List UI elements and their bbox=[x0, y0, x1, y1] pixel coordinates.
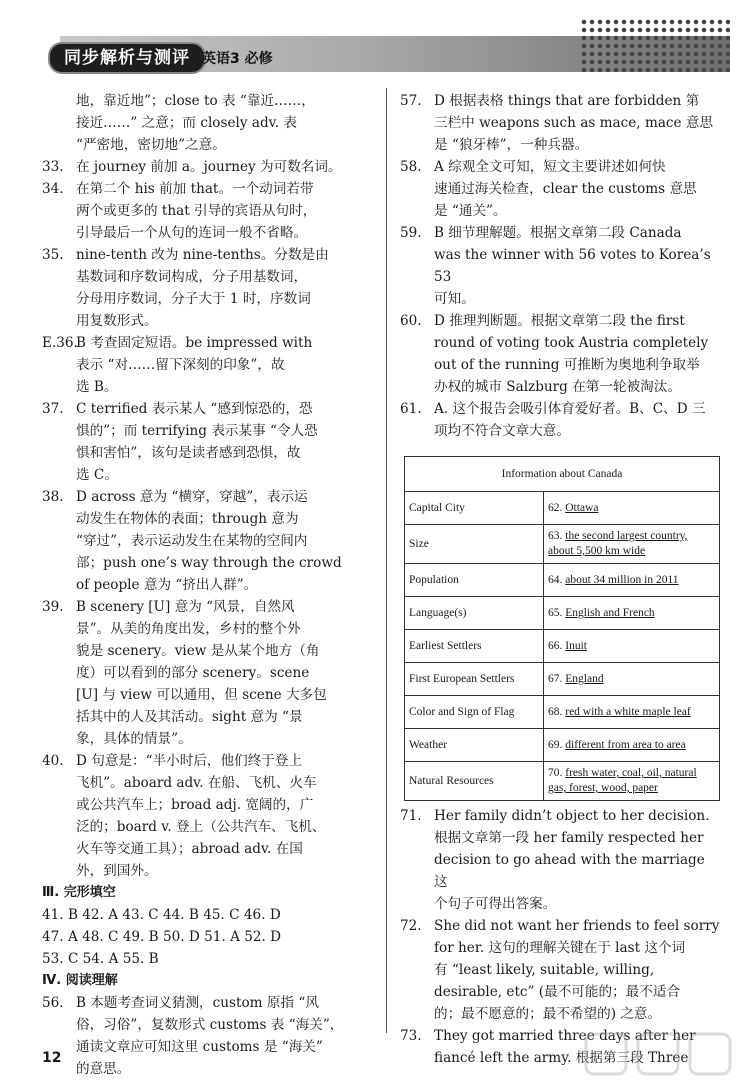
table-row bbox=[405, 696, 720, 729]
item-line: 两个或更多的 that 引导的宾语从句时， bbox=[76, 203, 317, 219]
item-number: 58. bbox=[400, 159, 422, 175]
answer-item bbox=[42, 486, 367, 596]
item-line: was the winner with 56 votes to Korea’s 53 bbox=[434, 247, 711, 285]
item-number: 40. bbox=[42, 753, 64, 769]
table-key-cell: Earliest Settlers bbox=[405, 630, 544, 663]
item-line: 貌是 scenery。view 是从某个地方（角 bbox=[76, 643, 320, 659]
table-key-cell: Language(s) bbox=[405, 597, 544, 630]
table-value-cell: 63. the second largest country, about 5,500 km wide bbox=[544, 525, 720, 564]
watermark-logo-icon bbox=[584, 1030, 734, 1078]
item-number: 56. bbox=[42, 995, 64, 1011]
item-line: for her. 这句的理解关键在于 last 这个词 bbox=[434, 940, 686, 956]
item-line: 基数词和序数词构成，分子用基数词， bbox=[76, 269, 308, 285]
table-key-cell: First European Settlers bbox=[405, 663, 544, 696]
answer-item bbox=[42, 750, 367, 882]
item-line: “穿过”，表示运动发生在某物的空间内 bbox=[76, 533, 308, 549]
item-line: 部；push one’s way through the crowd bbox=[76, 555, 342, 571]
item-line: C terrified 表示某人 “感到惊恐的，恐 bbox=[76, 401, 313, 417]
right-column-top bbox=[400, 90, 720, 442]
item-number: 39. bbox=[42, 599, 64, 615]
item-line: 动发生在物体的表面；through 意为 bbox=[76, 511, 299, 527]
item-line: 分母用序数词，分子大于 1 时，序数词 bbox=[76, 291, 311, 307]
table-row bbox=[405, 564, 720, 597]
answer-item bbox=[400, 156, 720, 222]
table-value-cell: 69. different from area to area bbox=[544, 729, 720, 762]
item-line: 选 B。 bbox=[76, 379, 118, 395]
item-number: 37. bbox=[42, 401, 64, 417]
table-key-cell: Size bbox=[405, 525, 544, 564]
item-line: 泛的；board v. 登上（公共汽车、飞机、 bbox=[76, 819, 326, 835]
table-value-cell: 65. English and French bbox=[544, 597, 720, 630]
book-subtitle: 英语3 必修 bbox=[202, 51, 273, 67]
answer-item bbox=[400, 398, 720, 442]
item-line: A. 这个报告会吸引体育爱好者。B、C、D 三 bbox=[434, 401, 706, 417]
column-divider bbox=[386, 88, 387, 1033]
table-key-cell: Population bbox=[405, 564, 544, 597]
item-line: fiancé left the army. 根据第三段 Three bbox=[434, 1050, 689, 1066]
item-line: 在 journey 前加 a。journey 为可数名词。 bbox=[76, 159, 342, 175]
item-line: nine-tenth 改为 nine-tenths。分数是由 bbox=[76, 247, 329, 263]
answer-item bbox=[42, 332, 367, 398]
table-value-cell: 68. red with a white maple leaf bbox=[544, 696, 720, 729]
item-line: 办权的城市 Salzburg 在第一轮被淘汰。 bbox=[434, 379, 681, 395]
table-row bbox=[405, 663, 720, 696]
table-row bbox=[405, 597, 720, 630]
section-heading: Ⅲ. 完形填空 bbox=[42, 885, 116, 900]
table-key-cell: Color and Sign of Flag bbox=[405, 696, 544, 729]
item-line: D 根据表格 things that are forbidden 第 bbox=[434, 93, 700, 109]
item-number: 61. bbox=[400, 401, 422, 417]
table-row bbox=[405, 729, 720, 762]
item-line: 引导最后一个从句的连词一般不省略。 bbox=[76, 225, 308, 241]
item-line: 接近……” 之意；而 closely adv. 表 bbox=[76, 115, 297, 131]
item-number: 72. bbox=[400, 918, 422, 934]
page-number: 12 bbox=[42, 1050, 62, 1066]
item-line: of people 意为 “挤出人群”。 bbox=[76, 577, 258, 593]
continued-text bbox=[42, 90, 367, 156]
item-line: 象，具体的情景”。 bbox=[76, 731, 192, 747]
item-line: 度）可以看到的部分 scenery。scene bbox=[76, 665, 310, 681]
table-value-cell: 70. fresh water, coal, oil, natural gas, forest, wood, paper bbox=[544, 762, 720, 801]
item-line: 在第二个 his 前加 that。一个动词若带 bbox=[76, 181, 314, 197]
item-line: 景”。从美的角度出发，乡村的整个外 bbox=[76, 621, 301, 637]
item-number: 59. bbox=[400, 225, 422, 241]
table-row bbox=[405, 492, 720, 525]
item-line: [U] 与 view 可以通用，但 scene 大多包 bbox=[76, 687, 327, 703]
item-line: 通读文章应可知这里 customs 是 “海关” bbox=[76, 1039, 323, 1055]
item-line: 可知。 bbox=[434, 291, 475, 307]
item-line: decision to go ahead with the marriage 这 bbox=[434, 852, 705, 890]
table-row bbox=[405, 630, 720, 663]
item-line: D 推理判断题。根据文章第二段 the first bbox=[434, 313, 685, 329]
item-line: D across 意为 “横穿，穿越”，表示运 bbox=[76, 489, 308, 505]
item-line: 项均不符合文章大意。 bbox=[434, 423, 570, 439]
answer-item bbox=[42, 156, 367, 178]
page-header bbox=[40, 18, 730, 76]
item-line: 是 “狼牙棒”，一种兵器。 bbox=[434, 137, 589, 153]
table-value-cell: 64. about 34 million in 2011 bbox=[544, 564, 720, 597]
item-number: 34. bbox=[42, 181, 64, 197]
item-line: “严密地，密切地”之意。 bbox=[76, 137, 226, 153]
right-column bbox=[400, 90, 720, 1069]
book-title-badge: 同步解析与测评 bbox=[48, 42, 206, 74]
item-line: out of the running 可推断为奥地利争取举 bbox=[434, 357, 700, 373]
item-number: 73. bbox=[400, 1028, 422, 1044]
table-row bbox=[405, 762, 720, 801]
answer-row: 41. B 42. A 43. C 44. B 45. C 46. D bbox=[42, 907, 281, 923]
item-line: 火车等交通工具）；abroad adv. 在国 bbox=[76, 841, 303, 857]
item-line: 个句子可得出答案。 bbox=[434, 896, 557, 912]
canada-info-table bbox=[404, 456, 720, 801]
table-value-cell: 62. Ottawa bbox=[544, 492, 720, 525]
item-number: 33. bbox=[42, 159, 64, 175]
item-line: 的；最不愿意的；最不希望的) 之意。 bbox=[434, 1006, 662, 1022]
item-line: 选 C。 bbox=[76, 467, 118, 483]
answer-item bbox=[400, 90, 720, 156]
table-key-cell: Capital City bbox=[405, 492, 544, 525]
item-line: 用复数形式。 bbox=[76, 313, 158, 329]
answer-row: 47. A 48. C 49. B 50. D 51. A 52. D bbox=[42, 929, 282, 945]
item-line: round of voting took Austria completely bbox=[434, 335, 709, 351]
item-line: They got married three days after her bbox=[434, 1028, 696, 1044]
table-key-cell: Weather bbox=[405, 729, 544, 762]
item-number: 71. bbox=[400, 808, 422, 824]
item-line: 括其中的人及其活动。sight 意为 “景 bbox=[76, 709, 303, 725]
answer-item bbox=[400, 915, 720, 1025]
item-line: 地，靠近地”；close to 表 “靠近……， bbox=[76, 93, 315, 109]
answer-item bbox=[42, 244, 367, 332]
section-heading: Ⅳ. 阅读理解 bbox=[42, 973, 118, 988]
item-line: desirable, etc” (最不可能的；最不适合 bbox=[434, 984, 681, 1000]
item-line: A 综观全文可知，短文主要讲述如何快 bbox=[434, 159, 666, 175]
item-line: Her family didn’t object to her decision. bbox=[434, 808, 710, 824]
left-column bbox=[42, 90, 367, 1080]
item-number: 57. bbox=[400, 93, 422, 109]
item-number: E.36. bbox=[42, 335, 78, 351]
answer-row: 53. C 54. A 55. B bbox=[42, 951, 159, 967]
answer-item bbox=[42, 596, 367, 750]
answer-item bbox=[400, 805, 720, 915]
header-dot-pattern bbox=[580, 18, 730, 72]
item-line: 的意思。 bbox=[76, 1061, 131, 1077]
answer-item bbox=[42, 398, 367, 486]
table-row bbox=[405, 525, 720, 564]
answer-item bbox=[42, 178, 367, 244]
item-number: 35. bbox=[42, 247, 64, 263]
item-line: 有 “least likely, suitable, willing, bbox=[434, 962, 655, 978]
item-line: 外，到国外。 bbox=[76, 863, 158, 879]
answer-item bbox=[42, 992, 367, 1080]
item-line: B 考查固定短语。be impressed with bbox=[76, 335, 313, 351]
answer-item bbox=[400, 222, 720, 310]
item-line: She did not want her friends to feel sorry bbox=[434, 918, 720, 934]
table-title: Information about Canada bbox=[405, 457, 720, 492]
item-number: 38. bbox=[42, 489, 64, 505]
table-value-cell: 66. Inuit bbox=[544, 630, 720, 663]
item-line: 根据文章第一段 her family respected her bbox=[434, 830, 704, 846]
item-line: 表示 “对……留下深刻的印象”，故 bbox=[76, 357, 285, 373]
table-value-cell: 67. England bbox=[544, 663, 720, 696]
item-line: B scenery [U] 意为 “风景，自然风 bbox=[76, 599, 295, 615]
item-number: 60. bbox=[400, 313, 422, 329]
item-line: 三栏中 weapons such as mace, mace 意思 bbox=[434, 115, 714, 131]
item-line: 是 “通关”。 bbox=[434, 203, 507, 219]
item-line: B 细节理解题。根据文章第二段 Canada bbox=[434, 225, 682, 241]
item-line: 速通过海关检查，clear the customs 意思 bbox=[434, 181, 697, 197]
item-line: D 句意是：“半小时后，他们终于登上 bbox=[76, 753, 303, 769]
item-line: 或公共汽车上；broad adj. 宽阔的，广 bbox=[76, 797, 314, 813]
item-line: 惧和害怕”，该句是读者感到恐惧，故 bbox=[76, 445, 301, 461]
item-line: B 本题考查词义猜测，custom 原指 “风 bbox=[76, 995, 319, 1011]
answer-item bbox=[400, 310, 720, 398]
item-line: 飞机”。aboard adv. 在船、飞机、火车 bbox=[76, 775, 317, 791]
item-line: 俗，习俗”，复数形式 customs 表 “海关”， bbox=[76, 1017, 344, 1033]
table-key-cell: Natural Resources bbox=[405, 762, 544, 801]
item-line: 惧的”；而 terrifying 表示某事 “令人恐 bbox=[76, 423, 318, 439]
